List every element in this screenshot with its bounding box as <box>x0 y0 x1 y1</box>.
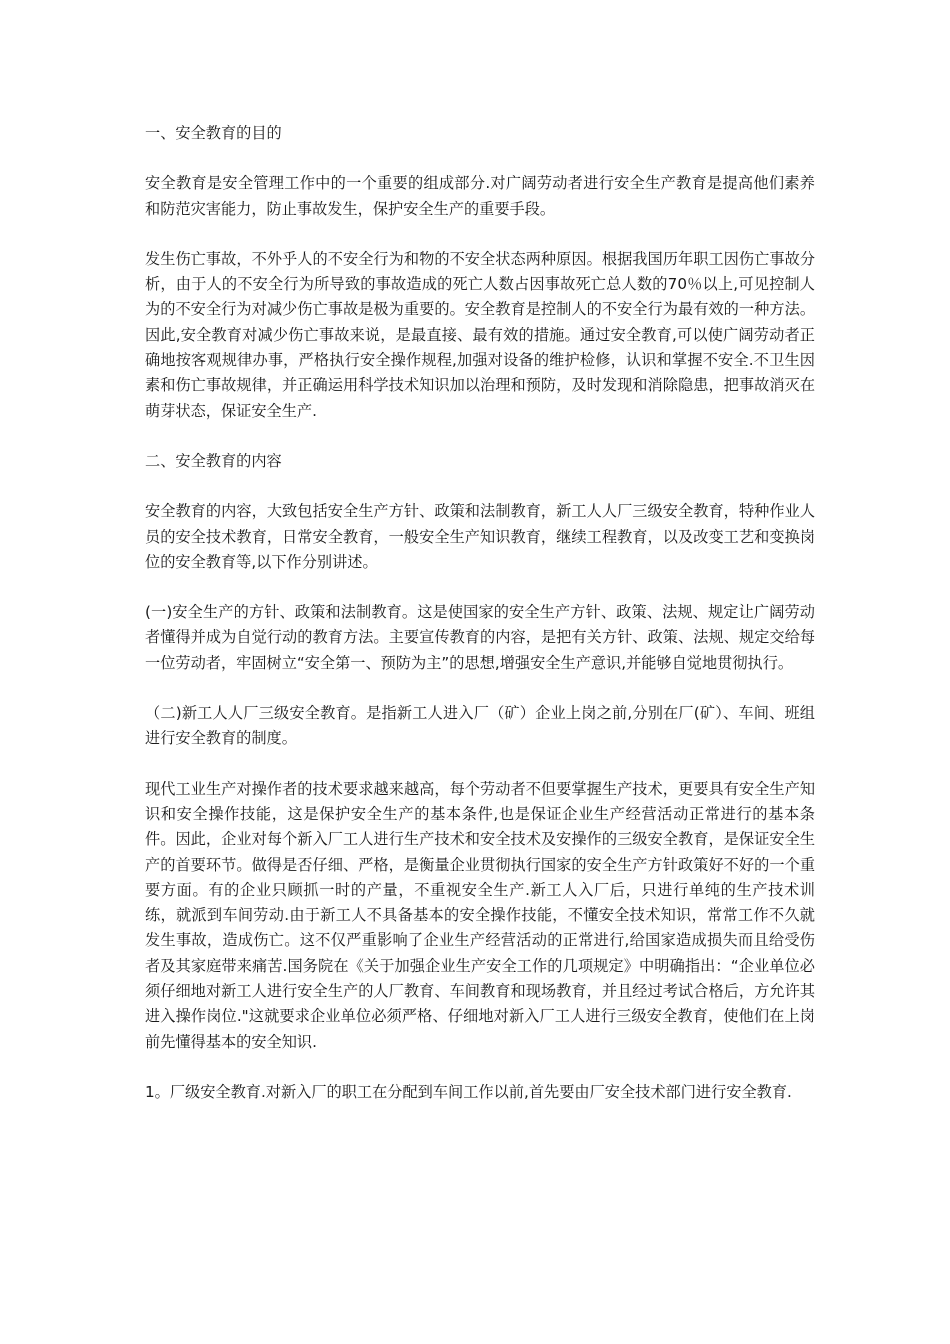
section-heading-content: 二、安全教育的内容 <box>145 451 282 470</box>
paragraph-modern-industry: 现代工业生产对操作者的技术要求越来越高，每个劳动者不但要掌握生产技术，更要具有安全生产知识和安全操作技能，这是保护安全生产的基本条件,也是保证企业生产经营活动正常进行的基本条件。因此，企业对每个新入厂工人进行生产技术和安全技术及安操作的三级安全教育，是保证安全生产的首要环节。做得是否仔细、严格，是衡量企业贯彻执行国家的安全生产方针政策好不好的一个重要方面。有的企业只顾抓一时的产量，不重视安全生产.新工人入厂后，只进行单纯的生产技术训练，就派到车间劳动.由于新工人不具备基本的安全操作技能，不懂安全技术知识，常常工作不久就发生事故，造成伤亡。这不仅严重影响了企业生产经营活动的正常进行,给国家造成损失而且给受伤者及其家庭带来痛苦.国务院在《关于加强企业生产安全工作的几项规定》中明确指出：“企业单位必须仔细地对新工人进行安全生产的人厂教育、车间教育和现场教育，并且经过考试合格后，方允许其进入操作岗位."这就要求企业单位必须严格、仔细地对新入厂工人进行三级安全教育，使他们在上岗前先懂得基本的安全知识. <box>145 779 815 1051</box>
paragraph-content-overview: 安全教育的内容，大致包括安全生产方针、政策和法制教育，新工人人厂三级安全教育，特种作业人员的安全技术教育，日常安全教育，一般安全生产知识教育，继续工程教育，以及改变工艺和变换岗位的安全教育等,以下作分别讲述。 <box>145 502 815 571</box>
paragraph-policy-education: (一)安全生产的方针、政策和法制教育。这是使国家的安全生产方针、政策、法规、规定让广阔劳动者懂得并成为自觉行动的教育方法。主要宣传教育的内容，是把有关方针、政策、法规、规定交给每一位劳动者，牢固树立“安全第一、预防为主”的思想,增强安全生产意识,并能够自觉地贯彻执行。 <box>145 603 815 672</box>
paragraph-intro: 安全教育是安全管理工作中的一个重要的组成部分.对广阔劳动者进行安全生产教育是提高他们素养和防范灾害能力，防止事故发生，保护安全生产的重要手段。 <box>145 174 815 218</box>
section-heading-purpose: 一、安全教育的目的 <box>145 124 282 142</box>
paragraph-factory-level-education: 1。厂级安全教育.对新入厂的职工在分配到车间工作以前,首先要由厂安全技术部门进行安全教育. <box>145 1082 792 1101</box>
paragraph-three-level-education: （二)新工人人厂三级安全教育。是指新工人进入厂（矿）企业上岗之前,分别在厂(矿）、车间、班组进行安全教育的制度。 <box>145 704 815 748</box>
document-page <box>145 121 815 1130</box>
paragraph-causes: 发生伤亡事故，不外乎人的不安全行为和物的不安全状态两种原因。根据我国历年职工因伤亡事故分析，由于人的不安全行为所导致的事故造成的死亡人数占因事故死亡总人数的70％以上,可见控制人为的不安全行为对减少伤亡事故是极为重要的。安全教育是控制人的不安全行为最有效的一种方法。因此,安全教育对减少伤亡事故来说，是最直接、最有效的措施。通过安全教育,可以使广阔劳动者正确地按客观规律办事，严格执行安全操作规程,加强对设备的维护检修，认识和掌握不安全.不卫生因素和伤亡事故规律，并正确运用科学技术知识加以治理和预防，及时发现和消除隐患，把事故消灭在萌芽状态，保证安全生产. <box>145 249 815 420</box>
